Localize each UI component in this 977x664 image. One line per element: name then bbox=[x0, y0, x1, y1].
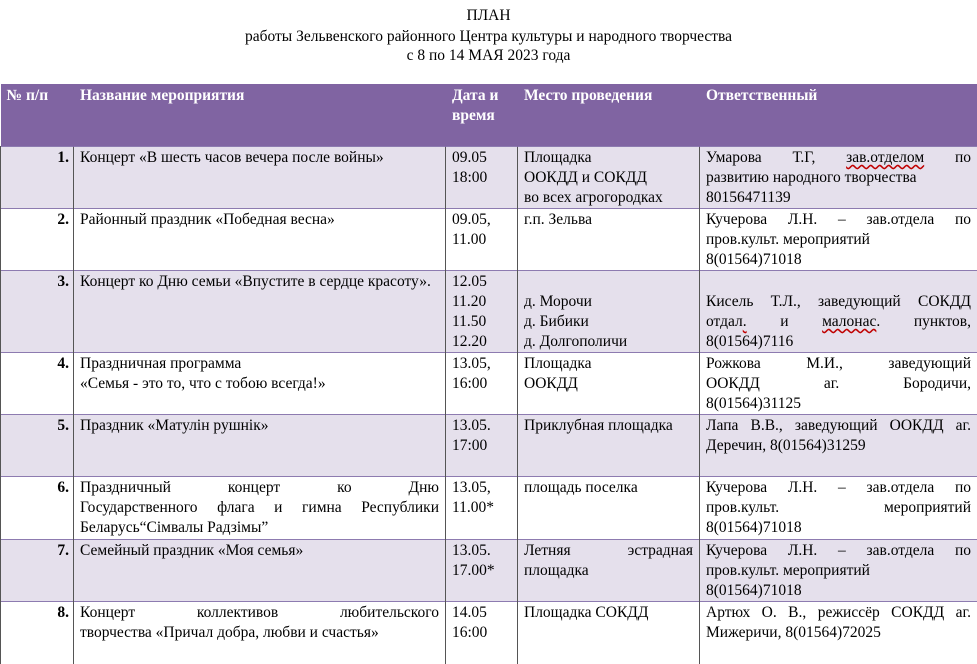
event-responsible bbox=[700, 540, 977, 602]
resp-phone: 8(01564)71018 bbox=[706, 250, 971, 270]
resp-part: малонас bbox=[822, 313, 876, 330]
col-header-num: № п/п bbox=[1, 84, 74, 147]
time-text: 16:00 bbox=[452, 374, 511, 394]
event-place bbox=[518, 147, 700, 209]
time-text: 16:00 bbox=[452, 623, 511, 643]
event-responsible bbox=[700, 209, 977, 271]
place-line: д. Морочи bbox=[524, 292, 693, 312]
resp-part: . пунктов, bbox=[876, 313, 971, 330]
place-line: ООКДД и СОКДД bbox=[524, 168, 693, 188]
place-line: площадь поселка bbox=[524, 478, 693, 498]
event-date bbox=[446, 415, 518, 477]
resp-line: Мижеричи, 8(01564)72025 bbox=[706, 623, 971, 643]
col-header-place: Место проведения bbox=[518, 84, 700, 147]
resp-line: Рожкова М.И., заведующий bbox=[706, 354, 971, 374]
resp-phone: 8(01564)31125 bbox=[706, 394, 971, 414]
table-row bbox=[1, 477, 977, 540]
row-number: 4. bbox=[1, 353, 74, 415]
date-text: 12.05 bbox=[452, 272, 511, 292]
event-name: Концерт ко Дню семьи «Впустите в сердце красоту». bbox=[74, 271, 446, 353]
event-responsible bbox=[700, 353, 977, 415]
event-date bbox=[446, 540, 518, 602]
row-number: 7. bbox=[1, 540, 74, 602]
time-text: 11.00* bbox=[452, 498, 511, 518]
time-text: 18:00 bbox=[452, 168, 511, 188]
resp-line: пров.культ. мероприятий bbox=[706, 230, 971, 250]
resp-line bbox=[706, 312, 971, 332]
event-responsible bbox=[700, 271, 977, 353]
resp-line bbox=[706, 148, 971, 168]
event-place bbox=[518, 477, 700, 540]
date-text: 13.05, bbox=[452, 354, 511, 374]
event-name bbox=[74, 477, 446, 540]
events-table bbox=[0, 84, 977, 664]
resp-line: Кисель Т.Л., заведующий СОКДД bbox=[706, 292, 971, 312]
resp-phone: 8(01564)71018 bbox=[706, 518, 971, 538]
place-line: г.п. Зельва bbox=[524, 210, 693, 230]
resp-line: Лапа В.В., заведующий ООКДД аг. bbox=[706, 416, 971, 436]
table-row bbox=[1, 540, 977, 602]
event-name: Семейный праздник «Моя семья» bbox=[74, 540, 446, 602]
row-number: 5. bbox=[1, 415, 74, 477]
name-line: «Семья - это то, что с тобою всегда!» bbox=[80, 374, 439, 394]
col-header-resp: Ответственный bbox=[700, 84, 977, 147]
resp-line: Кучерова Л.Н. – зав.отдела по bbox=[706, 478, 971, 498]
place-line: д. Бибики bbox=[524, 312, 693, 332]
resp-part: и bbox=[747, 313, 822, 330]
time-text: 17:00 bbox=[452, 436, 511, 456]
plan-subtitle: работы Зельвенского районного Центра культуры и народного творчества bbox=[0, 27, 977, 47]
name-line: Государственного флага и гимна Республики bbox=[80, 498, 439, 518]
col-header-date: Дата и время bbox=[446, 84, 518, 147]
place-line: ООКДД bbox=[524, 374, 693, 394]
row-number: 8. bbox=[1, 602, 74, 664]
event-responsible bbox=[700, 147, 977, 209]
date-text: 09.05 bbox=[452, 148, 511, 168]
resp-line: пров.культ. мероприятий bbox=[706, 498, 971, 518]
resp-part: зав.отделом bbox=[846, 149, 924, 166]
resp-line: Кучерова Л.Н. – зав.отдела по bbox=[706, 541, 971, 561]
resp-line: ООКДД аг. Бородичи, bbox=[706, 374, 971, 394]
resp-phone: 80156471139 bbox=[706, 188, 971, 208]
place-line: во всех агрогородках bbox=[524, 188, 693, 208]
time-text: 11.20 bbox=[452, 292, 511, 312]
table-header-row bbox=[1, 84, 977, 147]
resp-line: развитию народного творчества bbox=[706, 168, 971, 188]
place-line: Площадка bbox=[524, 354, 693, 374]
name-line: Беларусь“Сімвалы Радзімы” bbox=[80, 518, 439, 538]
place-line: площадка bbox=[524, 561, 693, 581]
event-name bbox=[74, 353, 446, 415]
place-line: Приклубная площадка bbox=[524, 416, 693, 436]
resp-part: Умарова Т.Г, bbox=[706, 149, 846, 166]
time-text: 17.00* bbox=[452, 561, 511, 581]
row-number: 6. bbox=[1, 477, 74, 540]
resp-line: Кучерова Л.Н. – зав.отдела по bbox=[706, 210, 971, 230]
table-row bbox=[1, 353, 977, 415]
event-date bbox=[446, 353, 518, 415]
resp-line: Деречин, 8(01564)31259 bbox=[706, 436, 971, 456]
event-place bbox=[518, 271, 700, 353]
table-row bbox=[1, 147, 977, 209]
date-text: 13.05, bbox=[452, 478, 511, 498]
name-line: Концерт коллективов любительского bbox=[80, 603, 439, 623]
table-row bbox=[1, 415, 977, 477]
event-name bbox=[74, 602, 446, 664]
table-row bbox=[1, 271, 977, 353]
event-place bbox=[518, 415, 700, 477]
date-text: 13.05. bbox=[452, 416, 511, 436]
place-line: Площадка bbox=[524, 148, 693, 168]
date-text: 14.05 bbox=[452, 603, 511, 623]
resp-part: отдал bbox=[706, 313, 743, 330]
event-name: Праздник «Матулін рушнік» bbox=[74, 415, 446, 477]
place-line: Летняя эстрадная bbox=[524, 541, 693, 561]
table-row bbox=[1, 602, 977, 664]
name-line: творчества «Причал добра, любви и счастья» bbox=[80, 623, 439, 643]
row-number: 3. bbox=[1, 271, 74, 353]
place-line: д. Долгополичи bbox=[524, 332, 693, 352]
place-line: Площадка СОКДД bbox=[524, 603, 693, 623]
date-text: 13.05. bbox=[452, 541, 511, 561]
event-date bbox=[446, 209, 518, 271]
name-line: Праздничная программа bbox=[80, 354, 439, 374]
row-number: 1. bbox=[1, 147, 74, 209]
time-text: 11.00 bbox=[452, 230, 511, 250]
time-text: 12.20 bbox=[452, 332, 511, 352]
time-text: 11.50 bbox=[452, 312, 511, 332]
event-place bbox=[518, 540, 700, 602]
event-place bbox=[518, 353, 700, 415]
col-header-name: Название мероприятия bbox=[74, 84, 446, 147]
resp-part: по bbox=[924, 149, 971, 166]
row-number: 2. bbox=[1, 209, 74, 271]
event-place bbox=[518, 602, 700, 664]
resp-part: . bbox=[743, 313, 747, 330]
event-responsible bbox=[700, 477, 977, 540]
event-responsible bbox=[700, 602, 977, 664]
resp-line: пров.культ. мероприятий bbox=[706, 561, 971, 581]
resp-line: Артюх О. В., режиссёр СОКДД аг. bbox=[706, 603, 971, 623]
resp-phone: 8(01564)7116 bbox=[706, 332, 971, 352]
plan-title: ПЛАН bbox=[0, 6, 977, 26]
resp-phone: 8(01564)71018 bbox=[706, 581, 971, 601]
event-place bbox=[518, 209, 700, 271]
event-responsible bbox=[700, 415, 977, 477]
event-date bbox=[446, 477, 518, 540]
event-name: Концерт «В шесть часов вечера после войны» bbox=[74, 147, 446, 209]
event-date bbox=[446, 147, 518, 209]
name-line: Праздничный концерт ко Дню bbox=[80, 478, 439, 498]
event-date bbox=[446, 271, 518, 353]
event-date bbox=[446, 602, 518, 664]
plan-dates: с 8 по 14 МАЯ 2023 года bbox=[0, 46, 977, 66]
event-name: Районный праздник «Победная весна» bbox=[74, 209, 446, 271]
table-row bbox=[1, 209, 977, 271]
date-text: 09.05, bbox=[452, 210, 511, 230]
